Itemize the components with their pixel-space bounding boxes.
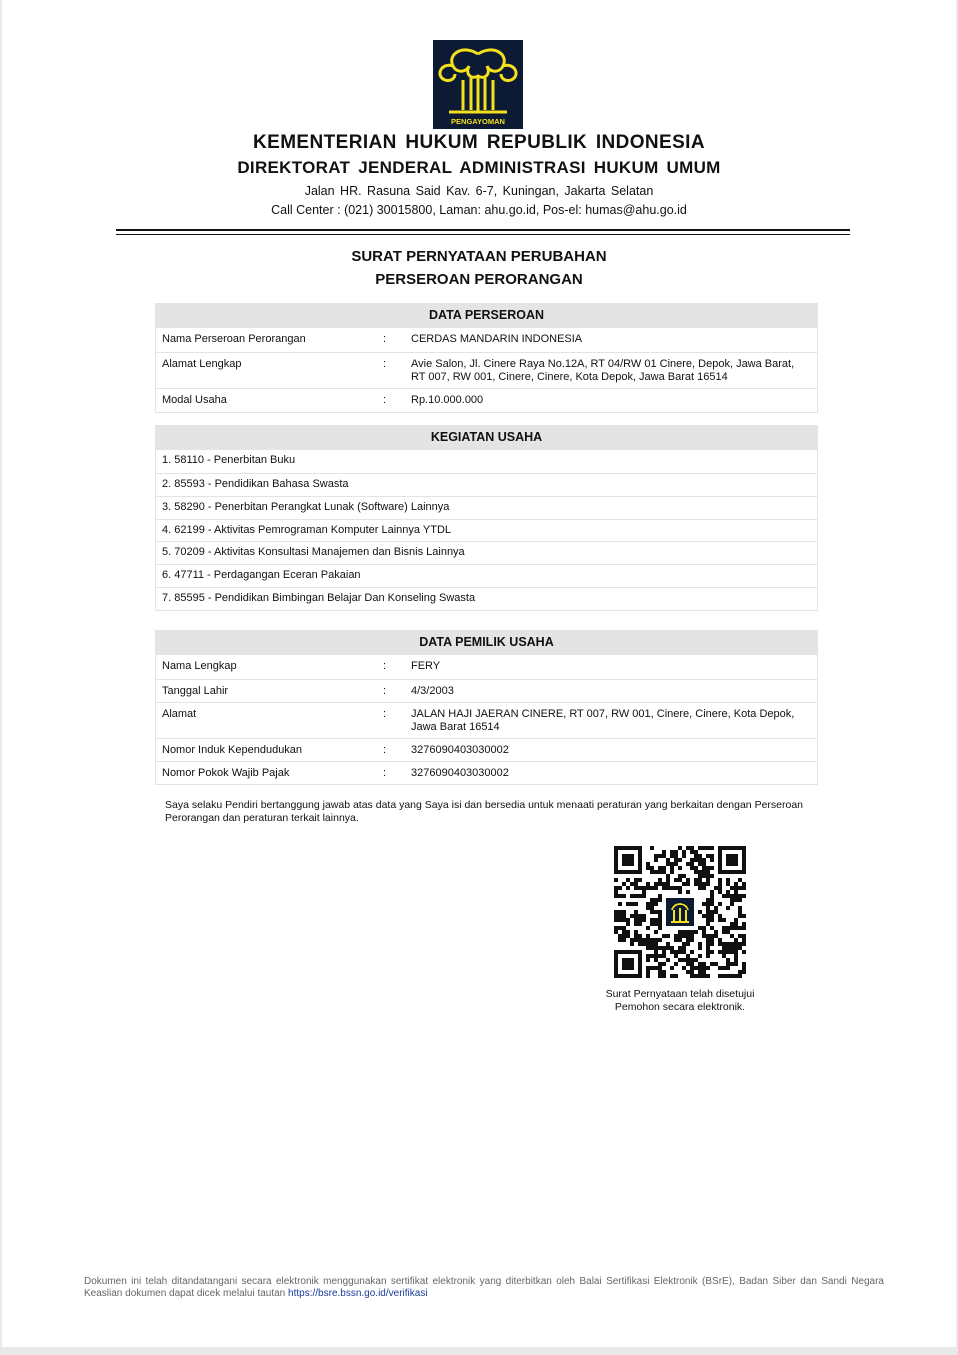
row-label: Alamat Lengkap [162,358,242,370]
row-label: Nama Perseroan Perorangan [162,333,306,345]
header-rule-thin [116,234,850,235]
table-row [155,762,818,785]
ministry-name: KEMENTERIAN HUKUM REPUBLIK INDONESIA [253,132,705,153]
row-separator: : [383,394,387,406]
list-item-text: 2. 85593 - Pendidikan Bahasa Swasta [162,478,349,490]
list-item-text: 4. 62199 - Aktivitas Pemrograman Komputer Lainnya YTDL [162,524,452,536]
row-value: CERDAS MANDARIN INDONESIA [411,333,583,345]
section-title: KEGIATAN USAHA [155,425,818,450]
directorate-name: DIREKTORAT JENDERAL ADMINISTRASI HUKUM UMUM [237,158,721,177]
row-label: Alamat [162,708,197,720]
address-line: Jalan HR. Rasuna Said Kav. 6-7, Kuningan, Jakarta Selatan [304,184,654,198]
row-separator: : [383,333,387,345]
list-item [155,565,818,588]
list-item-text: 3. 58290 - Penerbitan Perangkat Lunak (Software) Lainnya [162,501,450,513]
row-label: Nama Lengkap [162,660,237,672]
row-separator: : [383,744,387,756]
pengayoman-logo [433,40,523,129]
table-row [155,353,818,389]
row-label: Tanggal Lahir [162,685,229,697]
table-row [155,389,818,413]
row-value: 4/3/2003 [411,685,454,697]
row-value: Rp.10.000.000 [411,394,484,406]
row-separator: : [383,685,387,697]
esign-footer [84,1276,884,1300]
list-item-text: 1. 58110 - Penerbitan Buku [162,454,296,466]
table-row [155,680,818,703]
row-separator: : [383,767,387,779]
header-rule-thick [116,229,850,231]
svg-text:PENGAYOMAN: PENGAYOMAN [451,117,505,126]
list-item [155,497,818,520]
row-label: Nomor Induk Kependudukan [162,744,303,756]
data-perseroan-section [155,303,818,413]
section-title: DATA PERSEROAN [155,303,818,328]
doc-title-line2: PERSEROAN PERORANGAN [375,271,583,288]
footer-text: Dokumen ini telah ditandatangani secara elektronik menggunakan sertifikat elektronik yang diterbitkan oleh Balai Sertifikasi Elektronik (BSrE), Badan Siber dan Sandi Negara Keaslian dokumen dapat dicek melalui tautan [84,1276,884,1299]
table-row [155,739,818,762]
data-pemilik-section [155,630,818,785]
row-label: Nomor Pokok Wajib Pajak [162,767,290,779]
doc-title-line1: SURAT PERNYATAAN PERUBAHAN [351,248,607,265]
list-item [155,588,818,611]
list-item-text: 5. 70209 - Aktivitas Konsultasi Manajemen dan Bisnis Lainnya [162,546,465,558]
founder-statement: Saya selaku Pendiri bertanggung jawab atas data yang Saya isi dan bersedia untuk menaati peraturan yang berkaitan dengan Perseroan Perorangan dan peraturan terkait lainnya. [165,799,804,824]
table-row [155,703,818,739]
table-row [155,655,818,680]
row-value: FERY [411,660,441,672]
row-label: Modal Usaha [162,394,227,406]
qr-caption-line2: Pemohon secara elektronik. [614,1001,746,1013]
row-value: 3276090403030002 [411,744,509,756]
qr-caption-line1: Surat Pernyataan telah disetujui [605,988,755,1000]
row-value: JALAN HAJI JAERAN CINERE, RT 007, RW 001, Cinere, Cinere, Kota Depok, Jawa Barat 16514 [411,708,795,733]
qr-code-icon[interactable] [614,846,746,978]
list-item [155,520,818,542]
list-item [155,450,818,474]
kegiatan-usaha-section [155,425,818,611]
contact-line: Call Center : (021) 30015800, Laman: ahu.go.id, Pos-el: humas@ahu.go.id [271,203,687,217]
row-separator: : [383,660,387,672]
verification-link[interactable]: https://bsre.bssn.go.id/verifikasi [288,1288,428,1299]
row-separator: : [383,358,387,370]
row-separator: : [383,708,387,720]
list-item [155,542,818,565]
list-item [155,474,818,497]
table-row [155,328,818,353]
row-value: 3276090403030002 [411,767,509,779]
list-item-text: 6. 47711 - Perdagangan Eceran Pakaian [162,569,361,581]
list-item-text: 7. 85595 - Pendidikan Bimbingan Belajar Dan Konseling Swasta [162,592,476,604]
document-page [2,0,956,1347]
row-value: Avie Salon, Jl. Cinere Raya No.12A, RT 04/RW 01 Cinere, Depok, Jawa Barat, RT 007, RW 001, Cinere, Cinere, Kota Depok, Jawa Barat 16514 [411,358,795,383]
section-title: DATA PEMILIK USAHA [155,630,818,655]
